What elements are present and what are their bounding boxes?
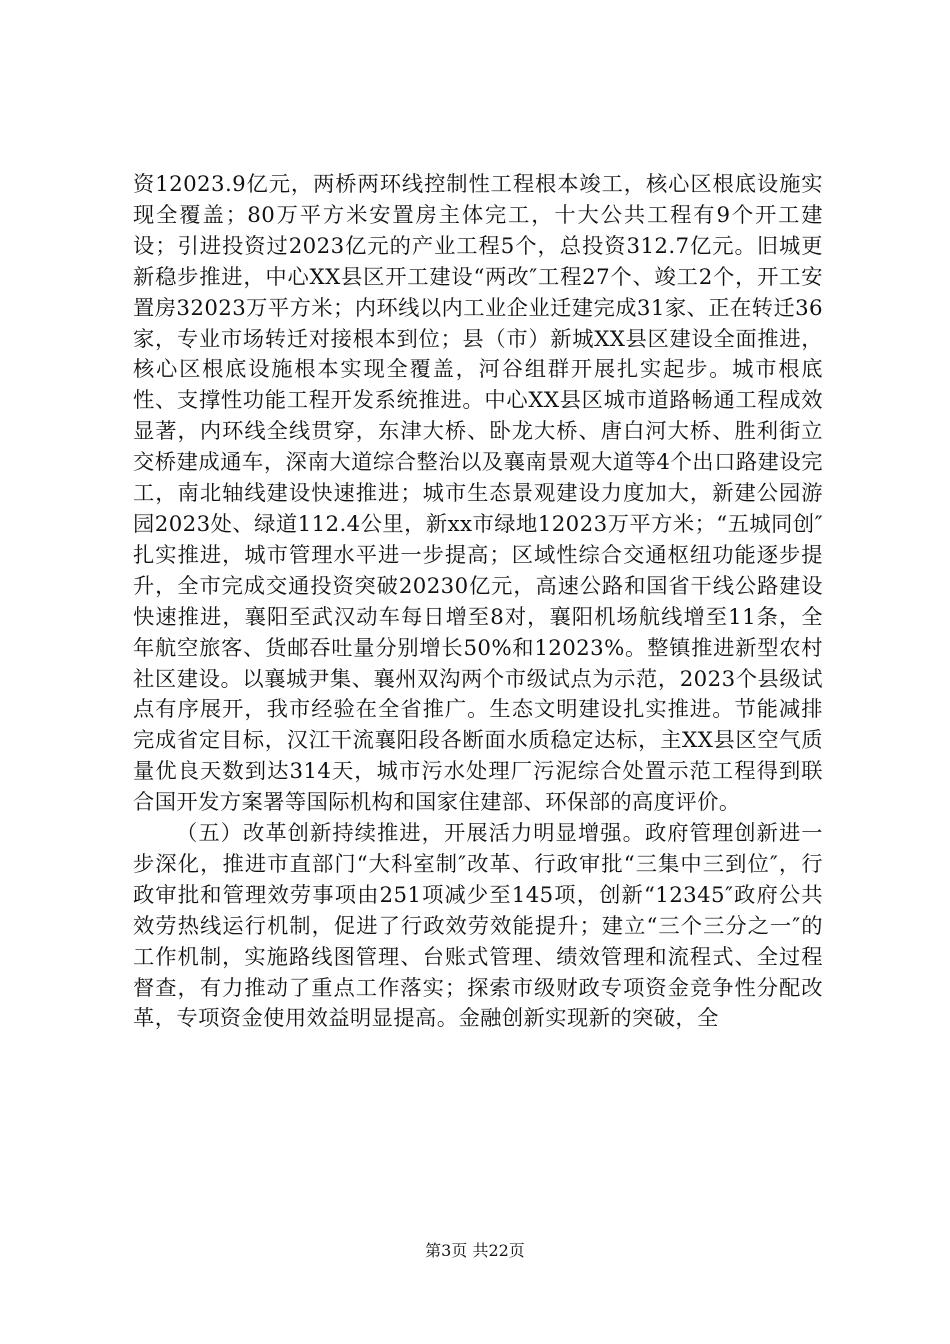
page-footer — [0, 1241, 950, 1261]
paragraph-infrastructure: 资12023.9亿元，两桥两环线控制性工程根本竣工，核心区根底设施实现全覆盖；80万平方米安置房主体完工，十大公共工程有9个开工建设；引进投资过2023亿元的产业工程5个，总投资312.7亿元。旧城更新稳步推进，中心XX县区开工建设“两改″工程27个、竣工2个，开工安置房32023万平方米；内环线以内工业企业迁建完成31家、正在转迁36家，专业市场转迁对接根本到位；县（市）新城XX县区建设全面推进，核心区根底设施根本实现全覆盖，河谷组群开展扎实起步。城市根底性、支撑性功能工程开发系统推进。中心XX县区城市道路畅通工程成效显著，内环线全线贯穿，东津大桥、卧龙大桥、唐白河大桥、胜利街立交桥建成通车，深南大道综合整治以及襄南景观大道等4个出口路建设完工，南北轴线建设快速推进；城市生态景观建设力度加大，新建公园游园2023处、绿道112.4公里，新xx市绿地12023万平方米；“五城同创″扎实推进，城市管理水平进一步提高；区域性综合交通枢纽功能逐步提升，全市完成交通投资突破20230亿元，高速公路和国省干线公路建设快速推进，襄阳至武汉动车每日增至8对，襄阳机场航线增至11条，全年航空旅客、货邮吞吐量分别增长50%和12023%。整镇推进新型农村社区建设。以襄城尹集、襄州双沟两个市级试点为示范，2023个县级试点有序展开，我市经验在全省推广。生态文明建设扎实推进。节能减排完成省定目标，汉江干流襄阳段各断面水质稳定达标，主XX县区空气质量优良天数到达314天，城市污水处理厂污泥综合处置示范工程得到联合国开发方案署等国际机构和国家住建部、环保部的高度评价。 — [133, 172, 823, 816]
document-body — [133, 170, 823, 1035]
paragraph-reform-innovation: （五）改革创新持续推进，开展活力明显增强。政府管理创新进一步深化，推进市直部门“大科室制″改革、行政审批“三集中三到位″，行政审批和管理效劳事项由251项减少至145项，创新“12345″政府公共效劳热线运行机制，促进了行政效劳效能提升；建立“三个三分之一″的工作机制，实施路线图管理、台账式管理、绩效管理和流程式、全过程督查，有力推动了重点工作落实；探索市级财政专项资金竞争性分配改革，专项资金使用效益明显提高。金融创新实现新的突破，全 — [133, 821, 823, 1032]
page-number: 第3页 共22页 — [425, 1241, 525, 1260]
